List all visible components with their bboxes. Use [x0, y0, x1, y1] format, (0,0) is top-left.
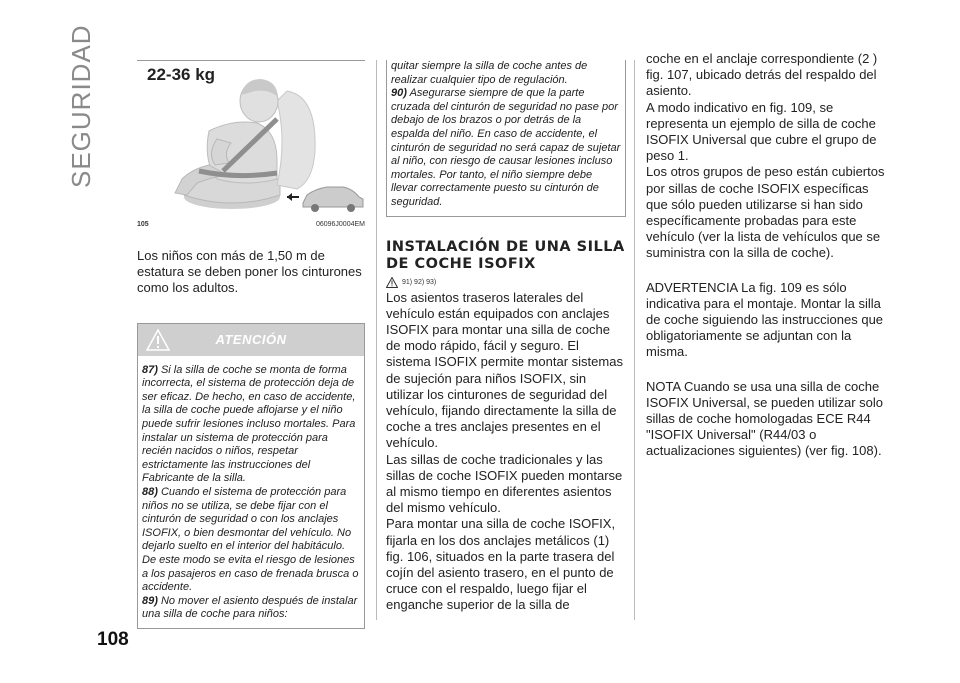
warning-box-continued [386, 60, 626, 217]
column-divider [634, 60, 635, 620]
figure-105 [137, 60, 365, 219]
warning-item [142, 364, 360, 486]
warning-item [142, 486, 360, 595]
warning-item-text: Si la silla de coche se monta de forma incorrecta, el sistema de protección deja de ser eficaz. De hecho, en caso de accidente, la silla de coche puede aflojarse y el niño puede sufrir lesiones incluso mortales. Para instalar un sistema de protección para recién nacidos o niños, respetar estrictamente las instrucciones del Fabricante de la silla. [142, 363, 356, 485]
paragraph: Los asientos traseros laterales del vehículo están equipados con anclajes ISOFIX para montar una silla de coche de modo rápido, fácil y seguro. El sistema ISOFIX permite montar sistemas de sujeción para niños ISOFIX, sin utilizar los cinturones de seguridad del vehículo, fijando directamente la silla de coche a tres anclajes presentes en el vehículo. [386, 289, 623, 451]
column-middle [386, 60, 626, 614]
warning-item-text: No mover el asiento después de instalar una silla de coche para niños: [142, 594, 358, 621]
column-right [646, 51, 886, 460]
intro-paragraph: Los niños con más de 1,50 m de estatura se deben poner los cinturones como los adultos. [137, 248, 362, 296]
warning-header [138, 324, 364, 356]
warning-item-text: Cuando el sistema de protección para niños no se utiliza, se debe fijar con el cinturón de seguridad o con los anclajes ISOFIX, o bien desmontar del vehículo. No dejarlo suelto en el interior del habitáculo. De este modo se evita el riesgo de lesiones a los pasajeros en caso de frenada brusca o accidente. [142, 485, 359, 594]
warning-body [138, 356, 364, 628]
child-booster-seat-illustration [137, 61, 365, 219]
warning-item-number: 89) [142, 594, 158, 607]
warning-continued-text: quitar siempre la silla de coche antes de realizar cualquier tipo de regulación. [391, 60, 588, 86]
paragraph: A modo indicativo en fig. 109, se representa un ejemplo de silla de coche ISOFIX Universal que cubre el grupo de peso 1. [646, 99, 877, 164]
warning-references [386, 277, 626, 288]
warning-title: ATENCIÓN [215, 332, 287, 348]
column-divider [376, 60, 377, 620]
figure-code: 06096J0004EM [315, 221, 365, 228]
warning-box [137, 323, 365, 629]
warning-item-text: Asegurarse siempre de que la parte cruzada del cinturón de seguridad no pase por debajo de los brazos o por detrás de la espalda del niño. En caso de accidente, el cinturón de seguridad no será capaz de sujetar al niño, con riesgo de causar lesiones incluso mortales. Por tanto, el niño siempre debe llevar correctamente puesto su cinturón de seguridad. [391, 87, 621, 208]
section-heading: INSTALACIÓN DE UNA SILLA DE COCHE ISOFIX [386, 238, 625, 272]
warning-item-number: 87) [142, 363, 158, 376]
warning-item-number: 90) [391, 87, 407, 100]
figure-weight-label: 22-36 kg [147, 65, 216, 84]
warning-triangle-icon [146, 328, 170, 352]
section-side-title: SEGURIDAD [66, 24, 96, 188]
paragraph: Los otros grupos de peso están cubiertos por sillas de coche ISOFIX específicas que sólo pueden utilizarse si han sido específicamente probadas para este vehículo (ver la lista de vehículos que se suministra con la silla de coche). [646, 164, 885, 261]
paragraph: coche en el anclaje correspondiente (2 ) fig. 107, ubicado detrás del respaldo del asiento. [646, 51, 878, 99]
warning-item-number: 88) [142, 485, 158, 498]
figure-caption [137, 221, 365, 228]
figure-number: 105 [137, 221, 149, 228]
warning-item [391, 87, 621, 209]
page-number: 108 [97, 629, 129, 650]
warning-triangle-icon [386, 277, 398, 288]
paragraph: Para montar una silla de coche ISOFIX, fijarla en los dos anclajes metálicos (1) fig. 106, situados en la parte trasera del cojín del asiento trasero, en el punto de cruce con el respaldo, luego fijar el enganche superior de la silla de [386, 516, 616, 613]
advertencia-paragraph: ADVERTENCIA La fig. 109 es sólo indicativa para el montaje. Montar la silla de coche siguiendo las instrucciones que obligatoriamente se adjuntan con la misma. [646, 279, 884, 360]
paragraph: Las sillas de coche tradicionales y las sillas de coche ISOFIX pueden montarse al mismo tiempo en diferentes asientos del mismo vehículo. [386, 451, 623, 516]
warning-item [142, 595, 360, 622]
reference-numbers: 91) 92) 93) [402, 278, 437, 286]
column-left [137, 60, 365, 629]
nota-paragraph: NOTA Cuando se usa una silla de coche ISOFIX Universal, se pueden utilizar solo sillas de coche homologadas ECE R44 "ISOFIX Universal" (R44/03 o actualizaciones siguientes) (ver fig. 108). [646, 378, 883, 459]
